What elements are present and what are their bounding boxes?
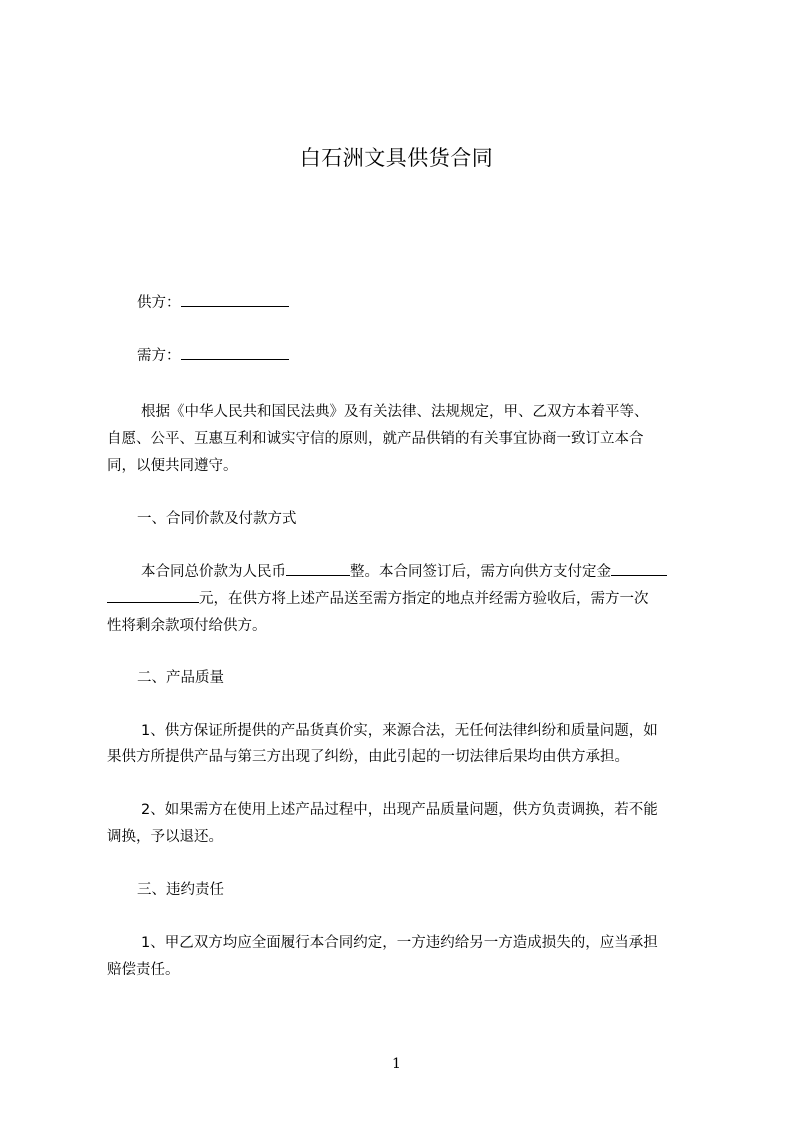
deposit-blank-continued[interactable] (107, 588, 199, 603)
section1-text-c: 元，在供方将上述产品送至需方指定的地点并经需方验收后，需方一次 (199, 591, 649, 607)
section1-heading: 一、合同价款及付款方式 (137, 511, 297, 527)
deposit-blank[interactable] (611, 561, 667, 576)
intro-line-1: 根据《中华人民共和国民法典》及有关法律、法规规定，甲、乙双方本着平等、 (141, 404, 649, 420)
section2-item1-line-1: 1、供方保证所提供的产品货真价实，来源合法，无任何法律纠纷和质量问题，如 (141, 723, 658, 739)
buyer-line (137, 344, 737, 365)
section1-text-a: 本合同总价款为人民币 (141, 564, 286, 580)
total-price-blank[interactable] (286, 561, 350, 576)
section1-text-b: 整。本合同签订后，需方向供方支付定金 (350, 564, 611, 580)
page-number: 1 (392, 1056, 401, 1072)
section3-item1-line-1: 1、甲乙双方均应全面履行本合同约定，一方违约给另一方造成损失的，应当承担 (141, 935, 658, 951)
section2-item1-line-2: 果供方所提供产品与第三方出现了纠纷，由此引起的一切法律后果均由供方承担。 (107, 749, 629, 765)
intro-line-3: 同，以便共同遵守。 (107, 458, 238, 474)
supplier-blank[interactable] (181, 292, 289, 307)
supplier-label: 供方： (137, 295, 181, 311)
section1-line-2 (107, 587, 707, 608)
buyer-label: 需方： (137, 348, 181, 364)
section3-heading: 三、违约责任 (137, 882, 224, 898)
section1-line-3: 性将剩余款项付给供方。 (107, 618, 267, 634)
section2-item2-line-1: 2、如果需方在使用上述产品过程中，出现产品质量问题，供方负责调换，若不能 (141, 802, 658, 818)
intro-line-2: 自愿、公平、互惠互利和诚实守信的原则，就产品供销的有关事宜协商一致订立本合 (107, 431, 644, 447)
supplier-line (137, 291, 737, 312)
page-title: 白石洲文具供货合同 (299, 146, 494, 170)
buyer-blank[interactable] (181, 345, 289, 360)
section1-line-1 (141, 560, 741, 581)
section3-item1-line-2: 赔偿责任。 (107, 962, 180, 978)
section2-item2-line-2: 调换，予以退还。 (107, 829, 223, 845)
section2-heading: 二、产品质量 (137, 670, 224, 686)
